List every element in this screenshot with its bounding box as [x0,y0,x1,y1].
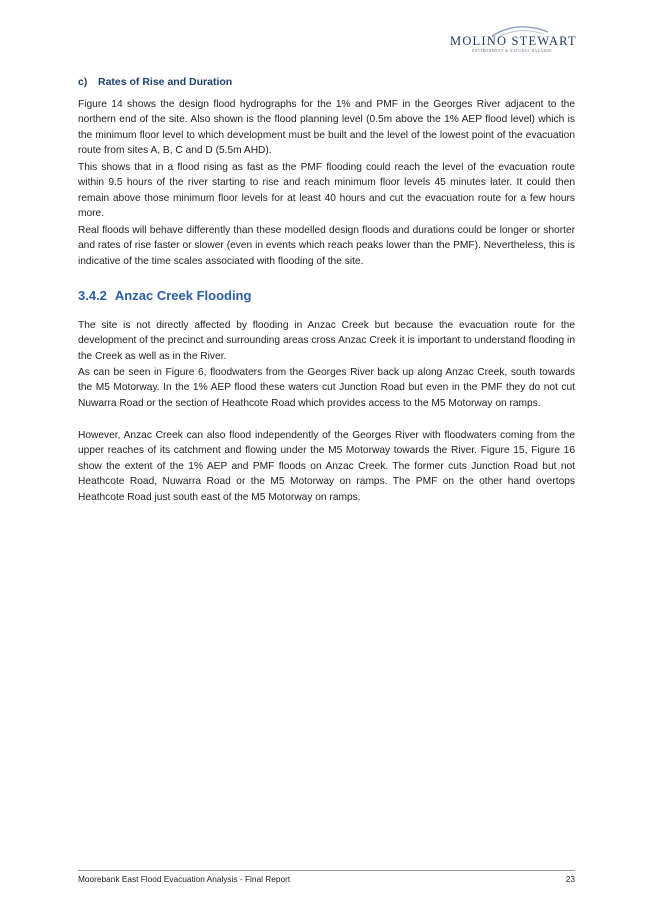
logo-name: MOLINO STEWART [450,34,577,48]
subsection-heading [78,76,575,88]
paragraph-anzac-3: However, Anzac Creek can also flood independently of the Georges River with floodwaters coming from the upper reaches of its catchment and flowing under the M5 Motorway towards the River. Figure 15, Figure 16 show the extent of the 1% AEP and PMF floods on Anzac Creek. The former cuts Junction Road but not Heathcote Road, Nuwarra Road or the M5 Motorway on ramps. The PMF on the other hand overtops Heathcote Road just south east of the M5 Motorway on ramps. [78,430,575,503]
subsection-number: c) [78,76,88,88]
paragraph-anzac-2: As can be seen in Figure 6, floodwaters from the Georges River back up along Anzac Creek, south towards the M5 Motorway. In the 1% AEP flood these waters cut Junction Road but even in the PMF they do not cut Nuwarra Road or the section of Heathcote Road which provides access to the M5 Motorway on ramps. [78,367,575,409]
paragraph-rates-2: This shows that in a flood rising as fast as the PMF flooding could reach the level of the evacuation route within 9.5 hours of the river starting to rise and reach minimum floor levels 45 minutes later. It could then remain above those minimum floor levels for at least 40 hours and cut the evacuation route for a few hours more. [78,162,575,220]
footer-page-number: 23 [565,874,575,884]
section-title: Anzac Creek Flooding [114,288,252,303]
logo-tagline: ENVIRONMENT & NATURAL HAZARDS [472,49,552,53]
paragraph-rates-1: Figure 14 shows the design flood hydrographs for the 1% and PMF in the Georges River adjacent to the northern end of the site. Also shown is the flood planning level (0.5m above the 1% AEP flood level) which is the minimum floor level to which development must be built and the level of the lowest point of the evacuation route from sites A, B, C and D (5.5m AHD). [78,99,575,157]
paragraph-anzac-1: The site is not directly affected by flooding in Anzac Creek but because the evacuation route for the development of the precinct and surrounding areas cross Anzac Creek it is important to understand flooding in the Creek as well as in the River. [78,320,575,362]
paragraph-rates-3: Real floods will behave differently than these modelled design floods and durations could be longer or shorter and rates of rise faster or slower (even in events which reach peaks lower than the PMF). Nevertheless, this is indicative of the time scales associated with flooding of the site. [78,225,575,267]
footer-divider [78,870,575,871]
footer-report-title: Moorebank East Flood Evacuation Analysis - Final Report [78,874,291,884]
section-heading [78,288,575,303]
subsection-title: Rates of Rise and Duration [98,76,233,88]
company-logo [448,22,576,58]
section-number: 3.4.2 [78,288,107,303]
